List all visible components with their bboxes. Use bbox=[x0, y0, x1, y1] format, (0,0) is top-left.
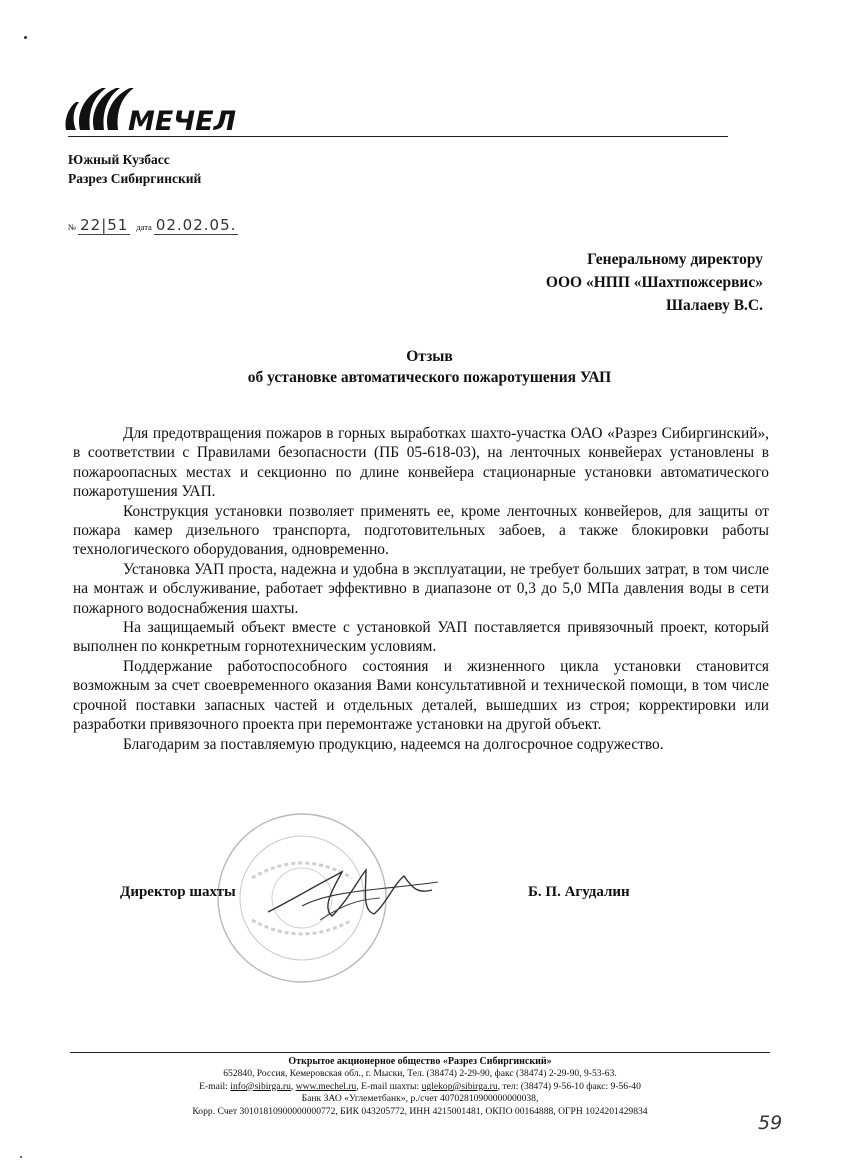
date-value: 02.02.05. bbox=[155, 216, 237, 234]
number-value: 22|51 bbox=[80, 216, 129, 234]
email-link[interactable]: info@sibirga.ru bbox=[230, 1080, 291, 1092]
addressee-name: Шалаеву В.С. bbox=[666, 297, 763, 314]
outgoing-reference bbox=[68, 216, 238, 235]
title-line: Отзыв bbox=[406, 348, 453, 365]
footer-contacts: E-mail: info@sibirga.ru, www.mechel.ru, E-mail шахты: uglekop@sibirga.ru, тел: (38474) 9-56-10 факс: 9-56-40 bbox=[199, 1080, 641, 1092]
mine-email-label: E-mail шахты: bbox=[361, 1080, 420, 1092]
body-paragraph: Конструкция установки позволяет применять ее, кроме ленточных конвейеров, для защиты от пожара камер дизельного транспорта, подготовительных забоев, а также блокировки работы технологического оборудования, одновременно. bbox=[73, 502, 769, 559]
page-number: 59 bbox=[758, 1112, 783, 1134]
letter-body bbox=[73, 424, 769, 754]
mechel-logo bbox=[62, 80, 262, 136]
signatory-position: Директор шахты bbox=[120, 884, 236, 900]
svg-text:МЕЧЕЛ: МЕЧЕЛ bbox=[128, 106, 236, 136]
scan-speck bbox=[20, 1156, 22, 1158]
footer-organization: Открытое акционерное общество «Разрез Сибиргинский» bbox=[288, 1056, 552, 1067]
document-title bbox=[0, 346, 859, 388]
header-rule bbox=[68, 136, 728, 137]
mechel-logo-graphic bbox=[62, 80, 262, 136]
footer-rule bbox=[70, 1052, 770, 1053]
company-name: Разрез Сибиргинский bbox=[68, 171, 202, 186]
body-paragraph: На защищаемый объект вместе с установкой УАП поставляется привязочный проект, который выполнен по конкретным горнотехническим условиям. bbox=[73, 619, 769, 656]
company-region: Южный Кузбасс bbox=[68, 152, 170, 167]
body-paragraph: Поддержание работоспособного состояния и жизненного цикла установки становится возможным за счет своевременного оказания Вами консультативной и технической помощи, в том числе срочной поставки запасных частей и отдельных деталей, вышедших из строя; корректировки или разработки привязочного проекта при перемонтаже установки на другой объект. bbox=[73, 657, 769, 734]
mine-phone: тел: (38474) 9-56-10 факс: 9-56-40 bbox=[502, 1080, 641, 1092]
email-label: E-mail: bbox=[199, 1080, 228, 1092]
footer-bank: Банк ЗАО «Углеметбанк», р./счет 40702810900000000038, bbox=[301, 1093, 539, 1105]
scan-speck bbox=[24, 36, 27, 39]
addressee-block bbox=[546, 248, 763, 317]
handwritten-signature bbox=[262, 860, 452, 930]
company-block bbox=[68, 150, 201, 188]
body-paragraph: Для предотвращения пожаров в горных выработках шахто-участка ОАО «Разрез Сибиргинский», в соответствии с Правилами безопасности (ПБ 05-618-03), на ленточных конвейерах установлены в пожароопасных местах и секционно по длине конвейера стационарные установки автоматического пожаротушения УАП. bbox=[73, 425, 769, 501]
website-link[interactable]: www.mechel.ru bbox=[295, 1080, 357, 1092]
body-paragraph: Благодарим за поставляемую продукцию, надеемся на долгосрочное содружество. bbox=[123, 735, 664, 753]
signatory-name: Б. П. Агудалин bbox=[528, 884, 630, 900]
subtitle-line: об установке автоматического пожаротушения УАП bbox=[247, 369, 612, 386]
addressee-position: Генеральному директору bbox=[587, 251, 763, 268]
letterhead-footer bbox=[70, 1056, 770, 1118]
footer-address: 652840, Россия, Кемеровская обл., г. Мыски, Тел. (38474) 2-29-90, факс (38474) 2-29-90, 9-53-63. bbox=[223, 1068, 617, 1080]
body-paragraph: Установка УАП проста, надежна и удобна в эксплуатации, не требует больших затрат, в том числе на монтаж и обслуживание, работает эффективно в диапазоне от 0,3 до 5,0 МПа давления воды в сети пожарного водоснабжения шахты. bbox=[73, 560, 769, 617]
date-label: дата bbox=[136, 222, 152, 232]
footer-requisites: Корр. Счет 30101810900000000772, БИК 043205772, ИНН 4215001481, ОКПО 00164888, ОГРН 1024201429834 bbox=[192, 1105, 648, 1117]
addressee-organization: ООО «НПП «Шахтпожсервис» bbox=[545, 274, 763, 291]
number-label: № bbox=[68, 222, 77, 232]
mine-email-link[interactable]: uglekop@sibirga.ru bbox=[421, 1080, 498, 1092]
